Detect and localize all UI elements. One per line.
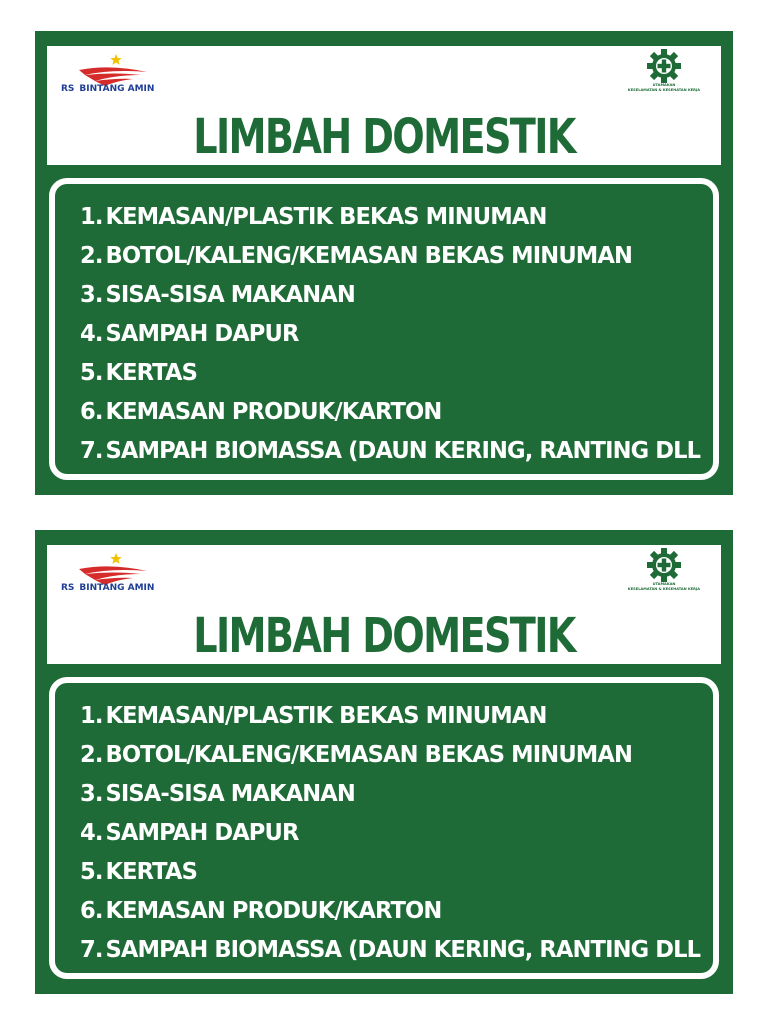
list-item	[80, 354, 700, 393]
list-item	[80, 697, 700, 736]
list-item	[80, 931, 700, 970]
sign-title: LIMBAH DOMESTIK	[193, 606, 575, 664]
star-swoosh-icon	[61, 48, 171, 88]
item-text: SISA-SISA MAKANAN	[105, 781, 355, 807]
list-item	[80, 198, 700, 237]
item-text: BOTOL/KALENG/KEMASAN BEKAS MINUMAN	[105, 243, 633, 269]
item-number: 2.	[80, 742, 103, 768]
item-text: SAMPAH DAPUR	[105, 820, 299, 846]
k3-slogan-line2: KESELAMATAN & KESEHATAN KERJA	[627, 587, 701, 591]
gear-cross-icon	[647, 548, 681, 582]
item-number: 4.	[80, 820, 103, 846]
item-text: KERTAS	[105, 859, 197, 885]
list-item	[80, 432, 700, 471]
item-number: 7.	[80, 937, 103, 963]
waste-list-box	[49, 178, 719, 480]
item-number: 5.	[80, 360, 103, 386]
k3-slogan-line1: UTAMAKAN	[652, 83, 676, 87]
item-number: 1.	[80, 703, 103, 729]
item-number: 7.	[80, 438, 103, 464]
item-number: 3.	[80, 781, 103, 807]
k3-slogan-line2: KESELAMATAN & KESEHATAN KERJA	[627, 88, 701, 92]
item-number: 6.	[80, 898, 103, 924]
item-text: SAMPAH BIOMASSA (DAUN KERING, RANTING DLL	[105, 937, 701, 963]
hospital-name: BINTANG AMIN	[79, 583, 155, 593]
k3-logo	[615, 49, 713, 107]
waste-list	[80, 198, 711, 471]
list-item	[80, 237, 700, 276]
list-item	[80, 736, 700, 775]
hospital-prefix: RS	[61, 84, 75, 94]
gear-cross-icon	[647, 49, 681, 83]
item-text: KEMASAN PRODUK/KARTON	[105, 898, 442, 924]
hospital-logo	[61, 48, 171, 100]
item-text: BOTOL/KALENG/KEMASAN BEKAS MINUMAN	[105, 742, 633, 768]
list-item	[80, 315, 700, 354]
item-text: SAMPAH DAPUR	[105, 321, 299, 347]
sign-title: LIMBAH DOMESTIK	[193, 107, 575, 165]
item-number: 4.	[80, 321, 103, 347]
waste-list	[80, 697, 711, 970]
list-item	[80, 892, 700, 931]
k3-logo	[615, 548, 713, 606]
item-number: 3.	[80, 282, 103, 308]
item-text: KEMASAN/PLASTIK BEKAS MINUMAN	[105, 703, 547, 729]
star-swoosh-icon	[61, 547, 171, 587]
list-item	[80, 276, 700, 315]
item-text: KEMASAN/PLASTIK BEKAS MINUMAN	[105, 204, 547, 230]
hospital-prefix: RS	[61, 583, 75, 593]
list-item	[80, 775, 700, 814]
sign-header	[47, 46, 721, 165]
item-number: 5.	[80, 859, 103, 885]
item-text: KEMASAN PRODUK/KARTON	[105, 399, 442, 425]
waste-sign-2	[35, 530, 733, 994]
item-number: 2.	[80, 243, 103, 269]
item-text: SAMPAH BIOMASSA (DAUN KERING, RANTING DLL	[105, 438, 701, 464]
sign-header	[47, 545, 721, 664]
list-item	[80, 814, 700, 853]
list-item	[80, 393, 700, 432]
item-number: 6.	[80, 399, 103, 425]
hospital-name: BINTANG AMIN	[79, 84, 155, 94]
waste-list-box	[49, 677, 719, 979]
item-text: SISA-SISA MAKANAN	[105, 282, 355, 308]
hospital-logo	[61, 547, 171, 599]
list-item	[80, 853, 700, 892]
waste-sign-1	[35, 31, 733, 495]
item-text: KERTAS	[105, 360, 197, 386]
item-number: 1.	[80, 204, 103, 230]
k3-slogan-line1: UTAMAKAN	[652, 582, 676, 586]
